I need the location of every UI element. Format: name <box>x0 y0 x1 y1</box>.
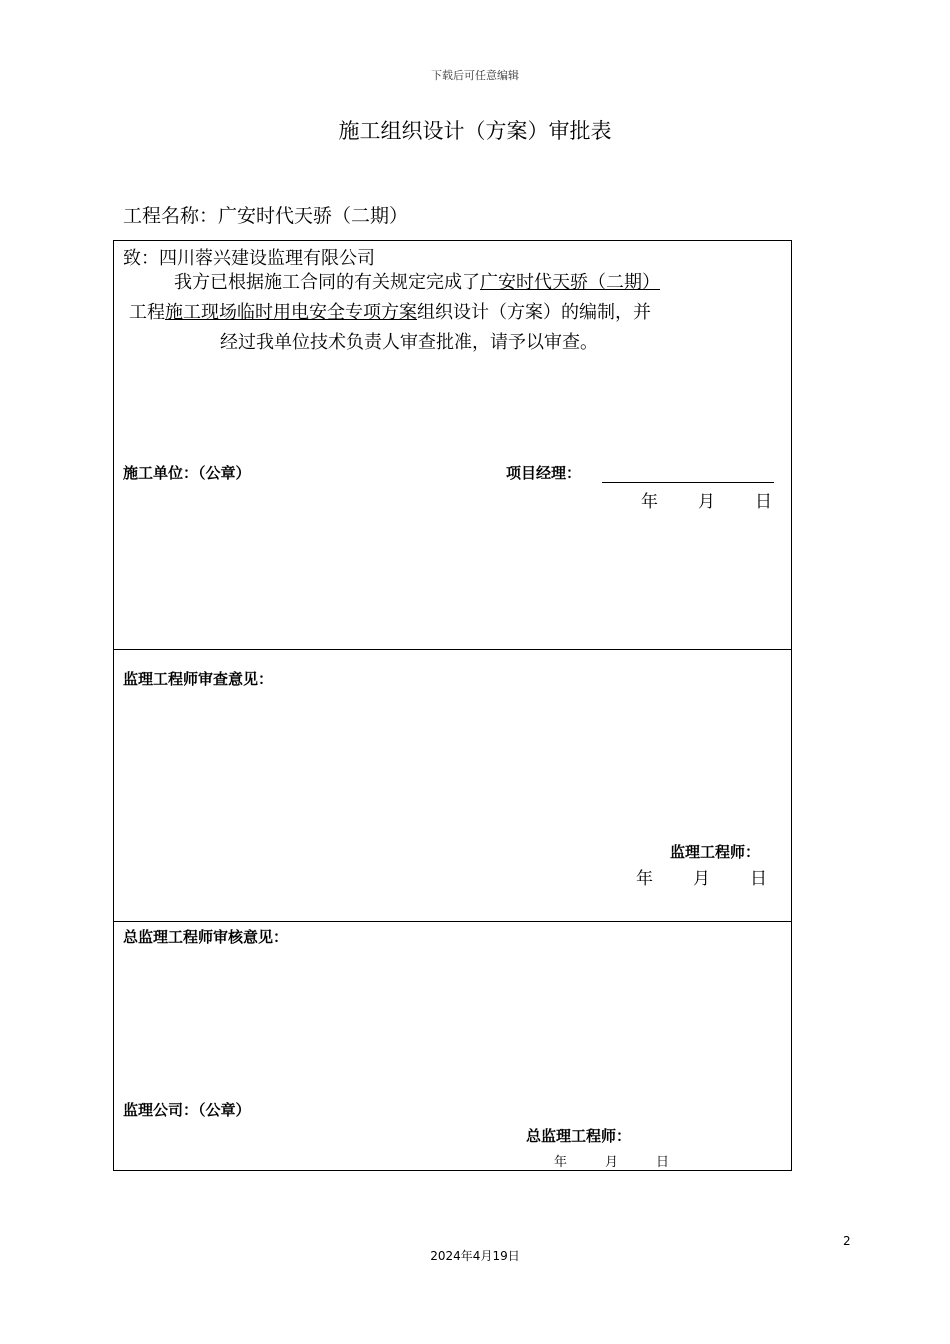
date-year: 年 <box>641 492 658 512</box>
body-line-2-text: 工程 <box>129 302 165 323</box>
body-line-1-text: 我方已根据施工合同的有关规定完成了 <box>174 272 480 293</box>
body-line-2 <box>129 298 651 324</box>
page-number: 2 <box>843 1234 851 1248</box>
chief-review-section <box>114 922 792 1171</box>
project-name-underlined: 广安时代天骄（二期） <box>480 272 660 293</box>
construction-unit-label: 施工单位：（公章） <box>123 464 251 482</box>
supervising-engineer-label: 监理工程师： <box>670 843 761 861</box>
chief-review-label: 总监理工程师审核意见： <box>123 928 289 946</box>
page-title: 施工组织设计（方案）审批表 <box>338 119 612 143</box>
date-year: 年 <box>636 869 653 889</box>
plan-name-underlined: 施工现场临时用电安全专项方案 <box>165 302 417 323</box>
body-line-1 <box>174 268 660 294</box>
project-label: 工程名称： <box>123 205 219 227</box>
date-line <box>554 1151 669 1170</box>
chief-engineer-label: 总监理工程师： <box>526 1127 632 1145</box>
project-manager-signature-line <box>602 482 774 483</box>
supervisor-review-label: 监理工程师审查意见： <box>123 670 274 688</box>
header-note: 下载后可任意编辑 <box>431 69 519 82</box>
project-manager-label: 项目经理： <box>506 464 582 482</box>
date-line <box>636 864 767 889</box>
submission-section <box>114 241 792 650</box>
approval-form-table <box>113 240 792 1171</box>
body-line-2-tail: 组织设计（方案）的编制，并 <box>417 302 651 323</box>
addressee-line: 致：四川蓉兴建设监理有限公司 <box>123 248 375 269</box>
date-day: 日 <box>755 492 772 512</box>
supervisor-review-section <box>114 650 792 922</box>
project-name: 广安时代天骄（二期） <box>218 205 409 227</box>
supervision-company-label: 监理公司：（公章） <box>123 1101 251 1119</box>
date-month: 月 <box>698 492 715 512</box>
date-year: 年 <box>554 1155 568 1170</box>
date-day: 日 <box>656 1155 670 1170</box>
date-month: 月 <box>605 1155 619 1170</box>
project-name-line <box>123 201 408 228</box>
date-day: 日 <box>750 869 767 889</box>
date-month: 月 <box>693 869 710 889</box>
footer-date: 2024年4月19日 <box>430 1249 520 1263</box>
body-line-3: 经过我单位技术负责人审查批准，请予以审查。 <box>220 332 598 353</box>
date-line <box>641 487 772 512</box>
